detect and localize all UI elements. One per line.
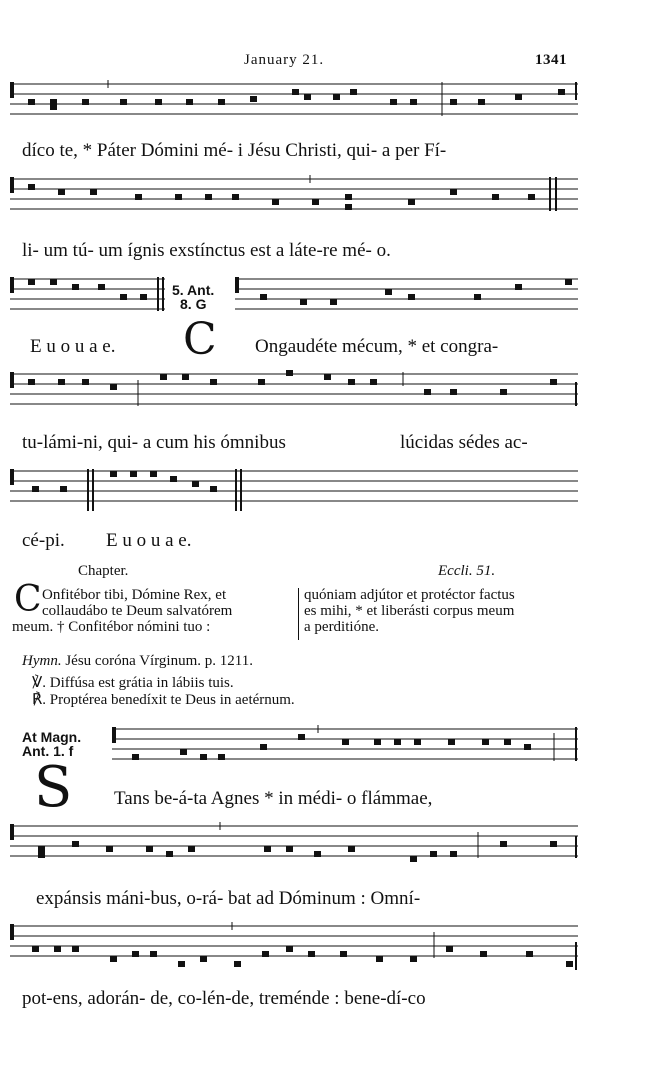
music-staff-1: [10, 80, 578, 125]
chapter-right-line-2: es mihi, * et liberásti corpus meum: [304, 603, 515, 619]
chapter-reference: Eccli. 51.: [438, 563, 496, 579]
chapter-right-column: [304, 587, 584, 635]
response-symbol: ℟.: [32, 692, 47, 708]
hymn-page-ref: p. 1211.: [204, 653, 253, 669]
mode-label: [172, 283, 214, 311]
response-line: [32, 690, 295, 709]
music-staff-4: [10, 370, 578, 415]
euouae-1: E u o u a e.: [30, 336, 116, 357]
magn-lyric-1: Tans be-á-ta Agnes * in médi- o flámmae,: [114, 788, 433, 809]
magn-lyric-2: expánsis máni-bus, o-rá- bat ad Dóminum : Omní-: [36, 888, 421, 909]
magn-lyric-3: pot-ens, adorán- de, co-lén-de, treménde : bene-dí-co: [22, 988, 426, 1009]
column-divider: [298, 588, 299, 640]
music-staff-2: [10, 175, 578, 220]
chapter-right-line-3: a perditióne.: [304, 619, 379, 635]
hymn-label: Hymn.: [22, 653, 62, 669]
lyric-line-4b: lúcidas sédes ac-: [400, 432, 528, 453]
lyric-line-2: li- um tú- um ígnis exstínctus est a láte-re mé- o.: [22, 240, 391, 261]
response-text: Proptérea benedíxit te Deus in aetérnum.: [49, 692, 295, 708]
staff-lines-svg-6: [112, 725, 578, 770]
magn-label-2: Ant. 1. f: [22, 743, 74, 759]
lyric-line-5: cé-pi.: [22, 530, 65, 551]
euouae-2: E u o u a e.: [106, 530, 192, 551]
chapter-right-line-1: quóniam adjútor et protéctor factus: [304, 587, 515, 603]
lyric-line-4a: tu-lámi-ni, qui- a cum his ómnibus: [22, 432, 286, 453]
chapter-initial-c: C: [14, 579, 42, 620]
chapter-left-column: [12, 587, 292, 635]
magn-label: [22, 730, 81, 758]
hymn-text: Jésu coróna Vírginum.: [65, 653, 202, 669]
music-staff-5: [10, 467, 578, 512]
chapter-left-line-2: collaudábo te Deum salvatórem: [42, 603, 233, 619]
staff-lines-svg-7: [10, 822, 578, 867]
chapter-left-line-1: Onfitébor tibi, Dómine Rex, et: [42, 587, 227, 603]
lyric-line-1: díco te, * Páter Dómini mé- i Jésu Christi, qui- a per Fí-: [22, 140, 447, 161]
music-staff-6: [112, 725, 578, 770]
music-staff-3: [10, 275, 578, 320]
chapter-left-line-3: meum. † Confitébor nómini tuo :: [12, 619, 211, 635]
magn-label-1: At Magn.: [22, 729, 82, 745]
staff-lines-svg-4: [10, 370, 578, 415]
chapter-title: Chapter.: [78, 563, 129, 579]
mode-tone-text: 8. G: [180, 296, 207, 312]
staff-lines-svg-5: [10, 467, 578, 512]
music-staff-8: [10, 922, 578, 967]
versicle-symbol: ℣.: [32, 675, 47, 691]
mode-label-text: 5. Ant.: [172, 282, 215, 298]
lyric-line-3: Ongaudéte mécum, * et congra-: [255, 336, 499, 357]
page-number: 1341: [535, 52, 567, 68]
staff-lines-svg-8: [10, 922, 578, 972]
versicle-text: Diffúsa est grátia in lábiis tuis.: [49, 675, 234, 691]
staff-lines-svg-3: [10, 275, 578, 320]
staff-lines-svg-2: [10, 175, 578, 220]
initial-letter-c: C: [183, 314, 217, 365]
hymn-line: [22, 653, 253, 670]
running-title: January 21.: [244, 52, 325, 68]
staff-lines-svg: [10, 80, 578, 125]
initial-letter-s: S: [34, 755, 73, 820]
music-staff-7: [10, 822, 578, 867]
